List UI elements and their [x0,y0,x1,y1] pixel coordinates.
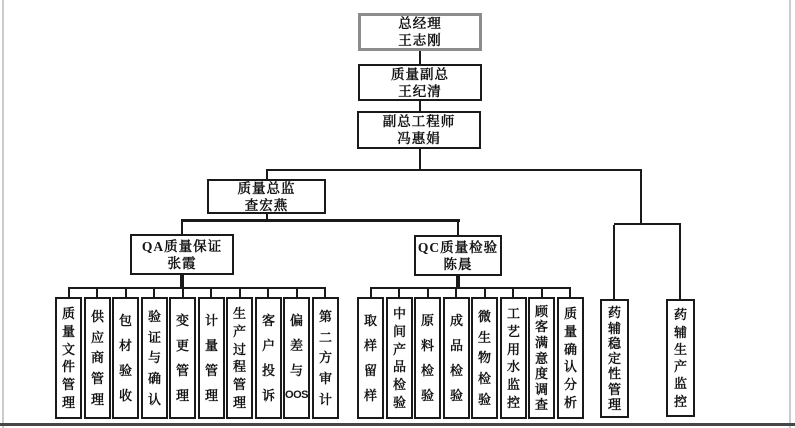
leaf-char: 工 [506,305,520,321]
leaf-char: 管 [204,363,218,378]
org-leaf-qc-function-7 [557,297,584,419]
connector-line [324,289,326,297]
connector-line [239,289,241,297]
org-leaf-qa-function-0 [55,297,82,419]
connector-line [96,289,98,297]
leaf-char: 差 [289,338,303,353]
leaf-char: 中 [392,305,406,321]
leaf-char: 艺 [506,323,520,339]
leaf-char: 检 [392,377,406,393]
leaf-char: 药 [607,305,621,321]
leaf-char: 包 [118,313,132,328]
connector-line [427,289,429,297]
leaf-char: 理 [90,392,104,408]
leaf-char: 验 [392,395,406,411]
connector-line [613,225,615,299]
org-leaf-qc-function-6 [528,297,555,419]
page-edge-left [2,0,4,428]
leaf-char: 微 [477,308,491,324]
leaf-char: 生 [673,341,687,357]
leaf-char: 生 [477,329,491,345]
connector-line [419,51,421,64]
org-node-qc-dept [414,235,502,276]
leaf-char: 满 [534,334,548,350]
org-node-title: 副总工程师 [382,114,456,129]
org-leaf-qa-function-4 [169,297,196,419]
leaf-char: 验 [118,363,132,378]
connector-line [455,289,457,297]
org-node-title: QA质量保证 [141,238,223,254]
connector-line [68,287,326,289]
leaf-char: 水 [506,359,520,375]
connector-line [419,149,421,169]
org-leaf-excipient-function-1 [666,299,695,417]
leaf-char: 理 [232,395,246,411]
org-node-person-name: 查宏燕 [244,197,289,213]
connector-line [484,289,486,297]
org-leaf-qc-function-3 [443,297,470,419]
org-leaf-qc-function-0 [357,297,384,419]
leaf-char: 产 [392,341,406,357]
leaf-char: 样 [363,338,377,353]
org-leaf-qa-function-3 [141,297,168,419]
org-node-title: 质量总监 [237,180,296,196]
connector-line [614,223,681,225]
leaf-char: 第 [318,308,332,324]
leaf-char: 质 [61,305,75,321]
connector-line [210,289,212,297]
org-leaf-qa-function-1 [84,297,111,419]
connector-line [182,289,184,297]
leaf-char: 程 [232,359,246,375]
org-node-person-name: 王纪清 [398,83,442,99]
connector-line [266,169,642,171]
leaf-char: 收 [118,388,132,403]
org-leaf-qc-function-5 [500,297,527,419]
leaf-char: 证 [147,329,161,345]
leaf-char: 客 [261,313,275,328]
leaf-char: 文 [61,341,75,357]
leaf-char: 商 [90,350,104,366]
org-node-quality-director [207,179,326,214]
leaf-char: 验 [420,388,434,403]
leaf-char: 物 [477,350,491,366]
leaf-char: 监 [673,376,687,392]
page-edge-right [789,0,791,428]
leaf-char: 过 [232,341,246,357]
leaf-char: 确 [147,371,161,387]
leaf-char: 生 [232,305,246,321]
leaf-char: 原 [420,313,434,328]
leaf-char: 顾 [534,303,548,319]
connector-line [398,289,400,297]
leaf-char: 与 [147,350,161,366]
leaf-char: 理 [204,388,218,403]
leaf-char: 分 [563,377,577,393]
leaf-char: 量 [563,323,577,339]
leaf-char: 产 [673,359,687,375]
leaf-char: 量 [61,323,75,339]
org-leaf-qc-function-4 [471,297,498,419]
org-node-person-name: 冯惠娟 [397,131,441,146]
page-bottom-rule [0,423,795,426]
org-node-general-manager [358,13,482,51]
leaf-char: 件 [61,359,75,375]
leaf-char: 管 [607,381,621,397]
leaf-char: 计 [204,313,218,328]
org-leaf-qc-function-1 [386,297,413,419]
leaf-char: 理 [607,396,621,412]
org-leaf-qa-function-7 [255,297,282,419]
leaf-char: 控 [506,395,520,411]
connector-line [512,289,514,297]
leaf-char: 品 [392,359,406,375]
connector-line [457,222,459,235]
leaf-char: 意 [534,350,548,366]
leaf-char: 析 [563,395,577,411]
leaf-char: 定 [607,351,621,366]
leaf-char: 确 [563,341,577,357]
leaf-char: 管 [90,371,104,387]
org-node-person-name: 张霞 [167,255,197,271]
connector-line [541,289,543,297]
leaf-char: 品 [449,338,463,353]
leaf-char: 调 [534,381,548,397]
org-leaf-qa-function-8 [283,297,310,419]
org-leaf-qa-function-6 [226,297,253,419]
leaf-char: 投 [261,363,275,378]
leaf-char: 查 [534,397,548,413]
leaf-char: 管 [61,377,75,393]
leaf-char: 验 [449,388,463,403]
connector-line [153,289,155,297]
leaf-char: 样 [363,388,377,403]
leaf-char: 二 [318,329,332,345]
leaf-char: 成 [449,313,463,328]
org-node-person-name: 王志刚 [398,33,442,48]
org-leaf-qc-function-2 [414,297,441,419]
leaf-char: 检 [420,363,434,378]
org-node-title: 质量副总 [391,66,449,82]
org-leaf-qa-function-9 [312,297,339,419]
leaf-char: 验 [147,308,161,324]
leaf-char: 材 [118,338,132,353]
connector-line [640,171,642,223]
connector-line [569,289,571,297]
leaf-char: 药 [673,307,687,323]
org-leaf-excipient-function-0 [600,299,629,418]
leaf-char: 性 [607,366,621,382]
leaf-char: 变 [175,313,189,328]
connector-line [266,171,268,179]
leaf-char: 审 [318,371,332,387]
connector-line [125,289,127,297]
leaf-char: 管 [175,363,189,378]
leaf-char: 检 [477,371,491,387]
leaf-char: 理 [175,388,189,403]
org-node-title: 总经理 [398,16,442,31]
org-leaf-qa-function-2 [112,297,139,419]
connector-line [419,101,421,111]
connector-line [181,219,460,222]
leaf-char: 辅 [607,320,621,336]
leaf-char: 料 [420,338,434,353]
leaf-char: 控 [673,393,687,409]
connector-line [370,289,372,297]
leaf-char: 产 [232,323,246,339]
org-node-person-name: 陈晨 [443,256,473,272]
connector-line [679,225,681,299]
leaf-char: 间 [392,323,406,339]
leaf-char: 取 [363,313,377,328]
connector-line [181,222,183,234]
org-node-deputy-chief-engineer [357,111,481,149]
leaf-char: 留 [363,363,377,378]
leaf-char: 监 [506,377,520,393]
leaf-char: 验 [477,392,491,408]
connector-line [267,289,269,297]
leaf-char: 度 [534,366,548,382]
leaf-char: 用 [506,341,520,357]
leaf-char: 更 [175,338,189,353]
leaf-char: 辅 [673,324,687,340]
leaf-char: 户 [261,338,275,353]
connector-line [68,289,70,297]
leaf-char: 供 [90,308,104,324]
leaf-char: 理 [61,395,75,411]
leaf-char: 诉 [261,388,275,403]
leaf-char: 偏 [289,313,303,328]
leaf-char: 稳 [607,335,621,351]
leaf-char: 认 [147,392,161,408]
leaf-char: 方 [318,350,332,366]
leaf-char: 量 [204,338,218,353]
connector-line [296,289,298,297]
leaf-char: 客 [534,319,548,335]
leaf-char: 应 [90,329,104,345]
leaf-char: 质 [563,305,577,321]
leaf-char: 检 [449,363,463,378]
org-node-qa-dept [130,234,234,275]
org-leaf-qa-function-5 [198,297,225,419]
leaf-char: OOS [285,389,308,401]
leaf-char: 管 [232,377,246,393]
org-node-quality-vp [358,64,482,101]
leaf-char: 计 [318,392,332,408]
leaf-char: 与 [289,363,303,378]
org-node-title: QC质量检验 [417,239,499,255]
leaf-char: 认 [563,359,577,375]
